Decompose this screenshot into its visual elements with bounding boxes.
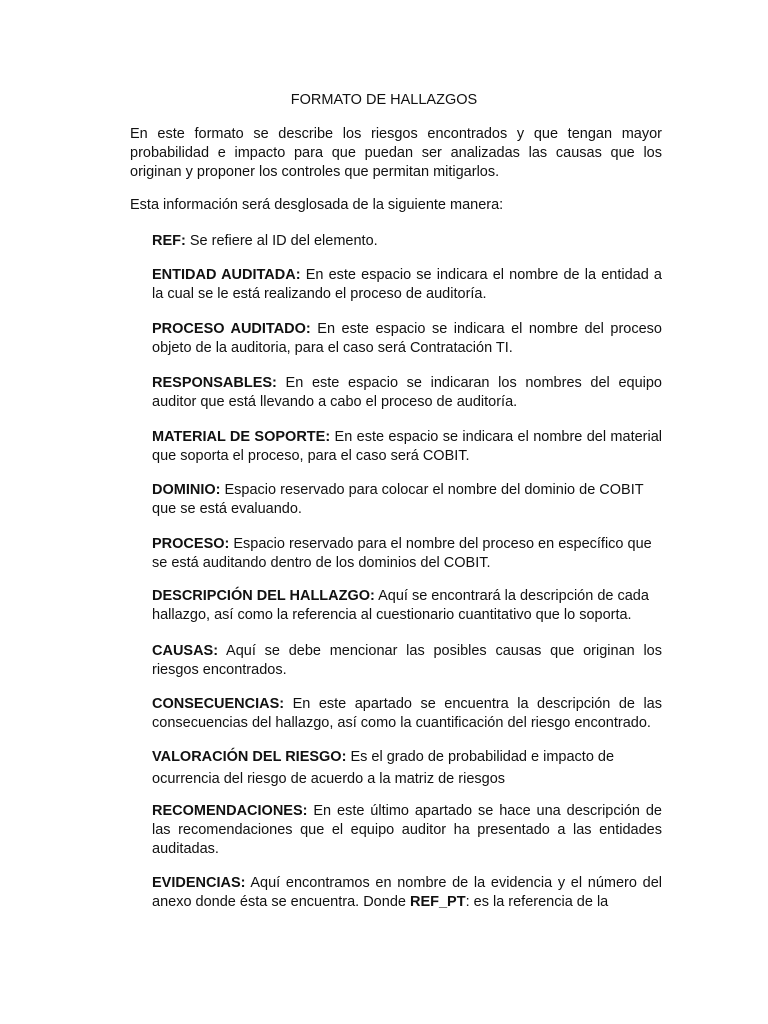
definition-ref: [152, 232, 662, 251]
definition-evidencias: [152, 874, 662, 912]
term-description: Se refiere al ID del elemento.: [185, 233, 378, 249]
term-description: Espacio reservado para el nombre del proceso en específico que se está auditando dentro de los dominios del COBIT.: [152, 536, 652, 571]
term-label: CONSECUENCIAS:: [152, 696, 285, 712]
definition-entidad-auditada: [152, 266, 662, 304]
term-description: En este apartado se encuentra la descripción de las consecuencias del hallazgo, así como la cuantificación del riesgo encontrado.: [152, 696, 662, 731]
term-label: CAUSAS:: [152, 643, 219, 659]
definition-material-de-soporte: [152, 428, 662, 466]
page-title: FORMATO DE HALLAZGOS: [290, 92, 478, 108]
definition-responsables: [152, 374, 662, 412]
term-label: VALORACIÓN DEL RIESGO:: [152, 749, 347, 765]
term-description: Aquí se encontrará la descripción de cada hallazgo, así como la referencia al cuestionario cuantitativo que lo soporta.: [152, 588, 649, 623]
term-label: EVIDENCIAS:: [152, 875, 246, 891]
term-description: Aquí encontramos en nombre de la evidencia y el número del anexo donde ésta se encuentra. Donde: [152, 875, 662, 910]
intro-paragraph: En este formato se describe los riesgos encontrados y que tengan mayor probabilidad e impacto para que puedan ser analizadas las causas que los originan y proponer los controles que permitan mitigarlos.: [130, 126, 662, 180]
definition-proceso-auditado: [152, 320, 662, 358]
term-description: En este último apartado se hace una descripción de las recomendaciones que el equipo auditor ha presentado a las entidades auditadas.: [152, 803, 662, 857]
term-label: DESCRIPCIÓN DEL HALLAZGO:: [152, 588, 375, 604]
definition-dominio: [152, 481, 662, 519]
lead-paragraph: Esta información será desglosada de la siguiente manera:: [130, 197, 504, 213]
term-description: En este espacio se indicara el nombre de la entidad a la cual se le está realizando el proceso de auditoría.: [152, 267, 662, 302]
definition-valoracion-del-riesgo: [152, 746, 662, 790]
term-description: En este espacio se indicaran los nombres del equipo auditor que está llevando a cabo el proceso de auditoría.: [152, 375, 662, 410]
definition-proceso: [152, 535, 662, 573]
term-label: PROCESO:: [152, 536, 230, 552]
term-label: RECOMENDACIONES:: [152, 803, 308, 819]
term-label-ref-pt: REF_PT: [409, 894, 466, 910]
term-label: PROCESO AUDITADO:: [152, 321, 311, 337]
term-description: Aquí se debe mencionar las posibles causas que originan los riesgos encontrados.: [152, 643, 662, 678]
term-label: MATERIAL DE SOPORTE:: [152, 429, 331, 445]
term-description-continued: : es la referencia de la: [465, 894, 609, 910]
definition-consecuencias: [152, 695, 662, 733]
term-label: DOMINIO:: [152, 482, 221, 498]
term-label: RESPONSABLES:: [152, 375, 277, 391]
term-description: Es el grado de probabilidad e impacto de ocurrencia del riesgo de acuerdo a la matriz de riesgos: [152, 749, 615, 787]
term-description: Espacio reservado para colocar el nombre del dominio de COBIT que se está evaluando.: [152, 482, 644, 517]
term-label: REF:: [152, 233, 186, 249]
term-description: En este espacio se indicara el nombre del material que soporta el proceso, para el caso será COBIT.: [152, 429, 663, 464]
definition-recomendaciones: [152, 802, 662, 859]
term-description: En este espacio se indicara el nombre del proceso objeto de la auditoria, para el caso será Contratación TI.: [152, 321, 662, 356]
term-label: ENTIDAD AUDITADA:: [152, 267, 301, 283]
definition-causas: [152, 642, 662, 680]
definition-descripcion-del-hallazgo: [152, 587, 662, 625]
